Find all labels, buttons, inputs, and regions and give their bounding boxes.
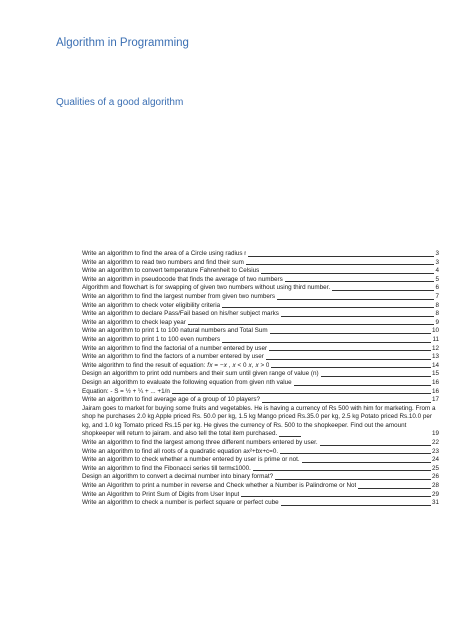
toc-entry[interactable] xyxy=(82,439,439,448)
toc-entry-text: Write an Algorithm to print a number in reverse and Check whether a Number is Palindrome or Not xyxy=(82,482,357,490)
toc-entry-text: Write algorithm to find the result of equation: 𝑓𝑥 = −𝑥 , 𝑥 < 0 𝑥, 𝑥 > 0 xyxy=(82,361,270,369)
toc-page-number: 16 xyxy=(431,378,439,386)
toc-leader xyxy=(222,307,434,308)
toc-page-number: 3 xyxy=(435,250,439,257)
toc-leader xyxy=(270,333,431,334)
toc-entry[interactable] xyxy=(82,396,439,405)
toc-page-number: 28 xyxy=(431,482,439,490)
toc-page-number: 8 xyxy=(435,310,439,318)
toc-page-number: 22 xyxy=(431,439,439,447)
toc-page-number: 19 xyxy=(431,430,439,438)
toc-entry-text: Write an algorithm to check a number is perfect square or perfect cube xyxy=(82,499,279,507)
toc-page-number: 4 xyxy=(435,267,439,275)
toc-entry-text: Write an algorithm to find the Fibonacci series till term≤1000. xyxy=(82,464,251,472)
toc-page-number: 23 xyxy=(431,447,439,455)
toc-leader xyxy=(172,393,431,394)
toc-entry-text: Write an algorithm to check leap year xyxy=(82,318,186,326)
toc-page-number: 13 xyxy=(431,353,439,361)
toc-entry-text: Write an algorithm to find the factorial of a number entered by user xyxy=(82,344,268,352)
toc-entry[interactable] xyxy=(82,310,439,319)
toc-page-number: 14 xyxy=(431,361,439,369)
toc-leader xyxy=(281,316,435,317)
toc-leader xyxy=(321,376,431,377)
toc-entry-text: Write an algorithm to convert temperature Fahrenheit to Celsius xyxy=(82,267,260,275)
toc-leader xyxy=(332,290,434,291)
toc-entry[interactable] xyxy=(82,259,439,268)
toc-page-number: 26 xyxy=(431,473,439,481)
toc-entry[interactable] xyxy=(82,276,439,285)
toc-entry[interactable] xyxy=(82,353,439,362)
toc-leader xyxy=(277,299,434,300)
toc-entry[interactable] xyxy=(82,482,439,491)
toc-entry[interactable] xyxy=(82,319,439,328)
toc-entry[interactable] xyxy=(82,250,439,259)
section-heading: Qualities of a good algorithm xyxy=(56,97,184,108)
toc-page-number: 15 xyxy=(431,370,439,378)
toc-entry-text: Design an algorithm to evaluate the following equation from given nth value xyxy=(82,378,292,386)
toc-page-number: 16 xyxy=(431,387,439,395)
toc-entry-text: Design an algorithm to print odd numbers and their sum until given range of value (n) xyxy=(82,370,319,378)
toc-page-number: 11 xyxy=(432,335,439,343)
table-of-contents xyxy=(82,250,439,508)
toc-entry-text: Write an algorithm to check voter eligibility criteria xyxy=(82,301,221,309)
toc-page-number: 3 xyxy=(435,258,439,266)
toc-entry[interactable] xyxy=(82,379,439,388)
toc-entry-text: Write an algorithm to read two numbers and find their sum xyxy=(82,258,244,266)
toc-page-number: 25 xyxy=(431,464,439,472)
toc-entry[interactable] xyxy=(82,473,439,482)
toc-entry[interactable] xyxy=(82,327,439,336)
toc-leader xyxy=(246,264,435,265)
toc-entry[interactable] xyxy=(82,388,439,397)
toc-entry-text: Equation: - S = ½ + ¼ + ... +1/n xyxy=(82,387,170,395)
toc-page-number: 31 xyxy=(431,499,439,507)
toc-leader xyxy=(261,273,434,274)
toc-leader xyxy=(253,470,431,471)
toc-page-number: 6 xyxy=(435,284,439,292)
toc-leader xyxy=(285,281,435,282)
toc-page-number: 24 xyxy=(431,456,439,464)
toc-leader xyxy=(188,324,435,325)
toc-leader xyxy=(302,462,431,463)
toc-leader xyxy=(320,445,431,446)
toc-entry[interactable] xyxy=(82,499,439,508)
toc-page-number: 12 xyxy=(431,344,439,352)
toc-page-number: 29 xyxy=(431,490,439,498)
toc-page-number: 8 xyxy=(435,301,439,309)
toc-page-number: 5 xyxy=(435,275,439,283)
toc-entry[interactable] xyxy=(82,293,439,302)
toc-entry[interactable] xyxy=(82,362,439,371)
toc-entry[interactable] xyxy=(82,345,439,354)
toc-entry[interactable] xyxy=(82,336,439,345)
toc-page-number: 10 xyxy=(431,327,439,335)
toc-entry-text: Write an algorithm in pseudocode that finds the average of two numbers xyxy=(82,275,283,283)
toc-leader xyxy=(280,453,431,454)
toc-entry-text: Write an Algorithm to Print Sum of Digits from User Input xyxy=(82,490,240,498)
toc-page-number: 9 xyxy=(435,318,439,326)
toc-entry[interactable] xyxy=(82,456,439,465)
toc-leader xyxy=(241,496,431,497)
toc-entry[interactable] xyxy=(82,370,439,379)
toc-entry-text: Jairam goes to market for buying some fruits and vegetables. He is having a currency of Rs 500 with him for marketing. From a shop he purchases 2.0 kg Apple priced Rs. 50.0 per kg, 1.5 kg Mango priced Rs.35.0 per kg, 2.5 kg Potato priced Rs.10.0 per kg, and 1.0 kg Tomato priced Rs.15 per kg. He gives the currency of Rs. 500 to the shopkeeper. Find out the amount shopkeeper will return to jairam. and also tell the total item purchased. xyxy=(82,404,436,438)
toc-leader xyxy=(262,402,431,403)
toc-leader xyxy=(222,342,431,343)
toc-entry-text: Write an algorithm to find average age of a group of 10 players? xyxy=(82,396,261,404)
toc-entry-text: Design an algorithm to convert a decimal number into binary format? xyxy=(82,473,274,481)
toc-entry[interactable] xyxy=(82,267,439,276)
toc-entry-text: Write an algorithm to print 1 to 100 even numbers xyxy=(82,335,221,343)
toc-leader xyxy=(281,505,431,506)
toc-entry-text: Write an algorithm to find the largest number from given two numbers xyxy=(82,292,276,300)
toc-entry-text: Write an algorithm to check whether a number entered by user is prime or not. xyxy=(82,456,300,464)
document-title: Algorithm in Programming xyxy=(56,37,189,49)
toc-entry-text: Write an algorithm to find the area of a Circle using radius r xyxy=(82,250,247,257)
toc-entry-text: Write an algorithm to find all roots of a quadratic equation ax²+bx+c=0. xyxy=(82,447,279,455)
toc-entry[interactable] xyxy=(82,465,439,474)
toc-leader xyxy=(248,256,434,257)
toc-leader xyxy=(269,350,431,351)
toc-entry[interactable] xyxy=(82,302,439,311)
toc-leader xyxy=(275,479,431,480)
toc-entry-paragraph[interactable] xyxy=(82,405,439,439)
toc-entry[interactable] xyxy=(82,491,439,500)
toc-leader xyxy=(279,436,301,437)
toc-entry[interactable] xyxy=(82,284,439,293)
toc-leader xyxy=(271,367,431,368)
toc-leader xyxy=(358,488,431,489)
toc-entry-text: Write an algorithm to find the factors of a number entered by user xyxy=(82,353,264,361)
toc-leader xyxy=(266,359,431,360)
toc-entry-text: Algorithm and flowchart is for swapping of given two numbers without using third number. xyxy=(82,284,331,292)
toc-page-number: 7 xyxy=(435,292,439,300)
toc-entry-text: Write an algorithm to find the largest among three different numbers entered by user. xyxy=(82,439,318,447)
toc-entry-text: Write an algorithm to print 1 to 100 natural numbers and Total Sum xyxy=(82,327,268,335)
toc-entry[interactable] xyxy=(82,448,439,457)
toc-page-number: 17 xyxy=(431,396,439,404)
toc-entry-text: Write an algorithm to declare Pass/Fail based on his/her subject marks xyxy=(82,310,279,318)
toc-leader xyxy=(294,385,431,386)
